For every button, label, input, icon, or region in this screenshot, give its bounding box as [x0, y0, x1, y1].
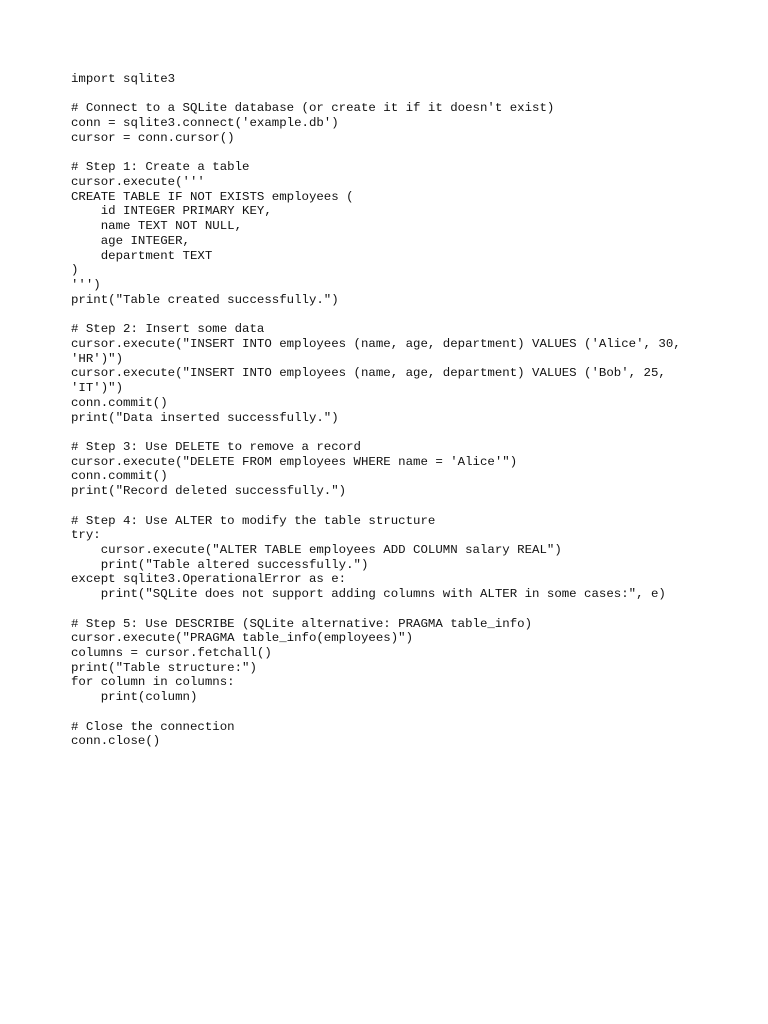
- code-line: print("SQLite does not support adding columns with ALTER in some cases:", e): [71, 587, 666, 602]
- code-line: 'HR')"): [71, 351, 124, 366]
- code-line: [71, 146, 711, 161]
- code-line: for column in columns:: [71, 675, 235, 690]
- code-line: # Step 2: Insert some data: [71, 322, 265, 337]
- code-line: print("Table altered successfully."): [71, 557, 369, 572]
- code-line: # Step 3: Use DELETE to remove a record: [71, 439, 361, 454]
- code-line: [71, 705, 711, 720]
- code-line: print("Data inserted successfully."): [71, 410, 339, 425]
- code-line: # Step 5: Use DESCRIBE (SQLite alternative: PRAGMA table_info): [71, 616, 533, 631]
- code-line: CREATE TABLE IF NOT EXISTS employees (: [71, 189, 354, 204]
- code-line: print("Record deleted successfully."): [71, 484, 347, 499]
- code-line: [71, 602, 711, 617]
- code-line: # Step 1: Create a table: [71, 160, 250, 175]
- code-line: [71, 87, 711, 102]
- code-line: 'IT')"): [71, 381, 124, 396]
- code-line: [71, 425, 711, 440]
- code-line: [71, 499, 711, 514]
- code-line: # Connect to a SQLite database (or create it if it doesn't exist): [71, 101, 555, 116]
- code-line: except sqlite3.OperationalError as e:: [71, 572, 347, 587]
- code-line: age INTEGER,: [71, 233, 190, 248]
- code-line: cursor.execute("ALTER TABLE employees ADD COLUMN salary REAL"): [71, 543, 562, 557]
- code-block: [71, 72, 711, 749]
- code-line: conn.commit(): [71, 469, 168, 484]
- code-line: conn.commit(): [71, 395, 168, 410]
- code-line: # Step 4: Use ALTER to modify the table structure: [71, 513, 436, 528]
- code-line: conn.close(): [71, 734, 161, 749]
- code-line: columns = cursor.fetchall(): [71, 646, 272, 661]
- code-line: department TEXT: [71, 248, 213, 263]
- code-line: ): [71, 263, 79, 278]
- code-line: cursor.execute("INSERT INTO employees (name, age, department) VALUES ('Alice', 30,: [71, 336, 681, 351]
- code-line: '''): [71, 278, 101, 293]
- code-line: cursor.execute("INSERT INTO employees (name, age, department) VALUES ('Bob', 25,: [71, 366, 666, 381]
- code-line: cursor.execute("PRAGMA table_info(employees)"): [71, 631, 414, 646]
- code-line: # Close the connection: [71, 719, 235, 734]
- code-line: print("Table structure:"): [71, 660, 257, 675]
- code-line: [71, 308, 711, 323]
- code-line: cursor = conn.cursor(): [71, 130, 235, 145]
- code-line: try:: [71, 528, 101, 543]
- code-line: conn = sqlite3.connect('example.db'): [71, 116, 339, 131]
- code-line: print(column): [71, 690, 198, 705]
- code-line: import sqlite3: [71, 72, 176, 86]
- code-line: cursor.execute("DELETE FROM employees WHERE name = 'Alice'"): [71, 454, 518, 469]
- code-line: name TEXT NOT NULL,: [71, 219, 243, 234]
- code-line: print("Table created successfully."): [71, 292, 339, 307]
- code-line: cursor.execute(''': [71, 175, 205, 190]
- code-line: id INTEGER PRIMARY KEY,: [71, 204, 272, 219]
